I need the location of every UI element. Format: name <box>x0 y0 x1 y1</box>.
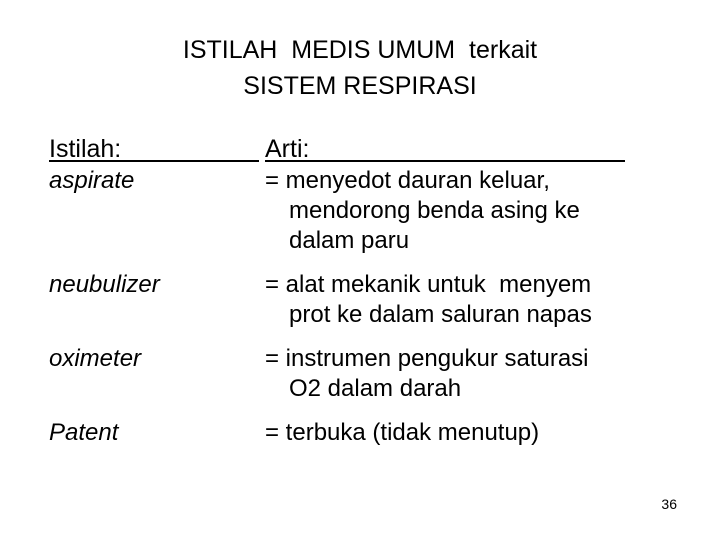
slide-title <box>0 32 720 104</box>
title-line-1: ISTILAH MEDIS UMUM terkait <box>182 36 538 64</box>
definition-line: dalam paru <box>289 227 410 254</box>
definition-line: = terbuka (tidak menutup) <box>265 419 540 446</box>
title-line-2: SISTEM RESPIRASI <box>243 72 477 100</box>
definition-neubulizer <box>265 270 592 330</box>
meaning-header: Arti: <box>265 132 625 162</box>
definition-line: mendorong benda asing ke <box>289 197 580 224</box>
term-neubulizer: neubulizer <box>49 271 160 298</box>
definition-oximeter <box>265 344 589 404</box>
definition-patent <box>265 418 539 448</box>
definition-line: = alat mekanik untuk menyem <box>265 271 592 298</box>
definition-line: prot ke dalam saluran napas <box>289 301 592 328</box>
term-header: Istilah: <box>49 132 259 162</box>
term-patent: Patent <box>49 419 119 446</box>
term-oximeter: oximeter <box>49 345 142 372</box>
definition-line: O2 dalam darah <box>289 375 462 402</box>
definition-aspirate <box>265 166 580 256</box>
term-aspirate: aspirate <box>49 167 135 194</box>
definition-line: = menyedot dauran keluar, <box>265 167 550 194</box>
definitions-column <box>265 132 695 446</box>
page-number: 36 <box>661 496 677 512</box>
terms-column <box>49 132 239 446</box>
definition-line: = instrumen pengukur saturasi <box>265 345 589 372</box>
